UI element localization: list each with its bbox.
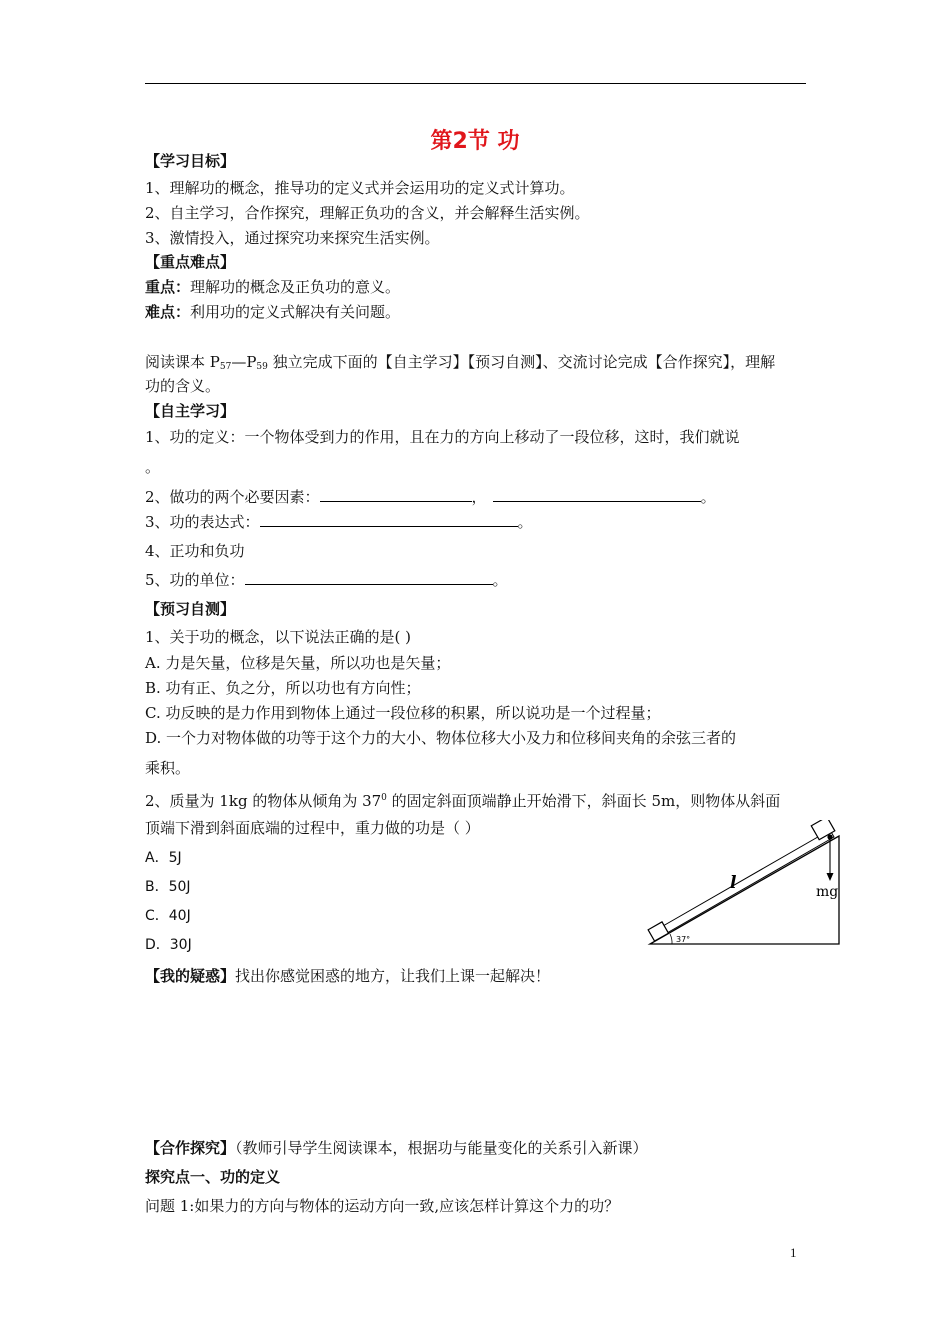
self-study-q2 — [145, 487, 716, 507]
arrow-head-icon — [827, 873, 834, 881]
q3-text: 3、功的表达式： — [145, 513, 260, 531]
coop-heading: 【合作探究】 — [145, 1139, 236, 1157]
pretest-q2-line2: 顶端下滑到斜面底端的过程中，重力做的功是（ ） — [145, 819, 480, 837]
difficulty-line — [145, 302, 400, 322]
page-title: 第2节 功 — [430, 129, 520, 154]
focus-line — [145, 277, 400, 297]
q2-text: 2、质量为 1kg 的物体从倾角为 37 — [145, 792, 382, 810]
pretest-q1: 1、关于功的概念，以下说法正确的是( ) — [145, 628, 412, 646]
key-heading: 【重点难点】 — [145, 253, 236, 271]
angle-arc — [670, 934, 672, 944]
coop-question1: 问题 1:如果力的方向与物体的运动方向一致,应该怎样计算这个力的功？ — [145, 1197, 620, 1215]
q3-end: 。 — [517, 513, 533, 531]
difficulty-label: 难点： — [145, 303, 191, 321]
goal-item: 3、激情投入，通过探究功来探究生活实例。 — [145, 229, 440, 247]
pretest-q1-option: C. 功反映的是力作用到物体上通过一段位移的积累，所以说功是一个过程量； — [145, 704, 661, 722]
pretest-q2-option: A．5J — [145, 850, 182, 866]
reading-text: —P — [231, 353, 257, 371]
q5-text: 5、功的单位： — [145, 571, 245, 589]
pretest-q1-option-cont: 乘积。 — [145, 759, 191, 777]
self-study-heading: 【自主学习】 — [145, 402, 236, 420]
page-subscript: 59 — [256, 362, 268, 372]
answer-blank[interactable] — [245, 570, 493, 585]
q2-end: 。 — [700, 488, 716, 506]
pretest-q2 — [145, 788, 780, 811]
answer-blank[interactable] — [260, 512, 518, 527]
coop-point1: 探究点一、功的定义 — [145, 1168, 281, 1186]
pretest-q1-option: B. 功有正、负之分，所以功也有方向性； — [145, 679, 421, 697]
answer-blank[interactable] — [320, 487, 472, 502]
page-subscript: 57 — [219, 362, 232, 372]
pretest-q2-option: B．50J — [145, 879, 191, 895]
angle-label: 37° — [676, 935, 691, 944]
force-label: mg — [816, 884, 839, 900]
pretest-q2-option: C．40J — [145, 908, 191, 924]
goals-heading: 【学习目标】 — [145, 152, 236, 170]
difficulty-text: 利用功的定义式解决有关问题。 — [190, 303, 401, 321]
doubts-heading: 【我的疑惑】 — [145, 967, 236, 985]
pretest-heading: 【预习自测】 — [145, 600, 236, 618]
self-study-q1-end: 。 — [145, 458, 161, 476]
reading-text: 独立完成下面的【自主学习】【预习自测】、交流讨论完成【合作探究】，理解 — [267, 353, 776, 371]
header-rule — [145, 83, 806, 84]
answer-blank[interactable] — [493, 487, 701, 502]
q2-text: 2、做功的两个必要因素： — [145, 488, 320, 506]
pretest-q2-option: D．30J — [145, 937, 192, 953]
focus-text: 理解功的概念及正负功的意义。 — [190, 278, 401, 296]
sliding-track — [656, 830, 834, 937]
doubts-text: 找出你感觉困惑的地方，让我们上课一起解决！ — [235, 967, 551, 985]
doubts-line — [145, 966, 550, 986]
page-number: 1 — [790, 1245, 797, 1260]
pretest-q1-option: A. 力是矢量，位移是矢量，所以功也是矢量； — [145, 654, 451, 672]
reading-instruction — [145, 352, 775, 377]
degree-superscript: 0 — [381, 793, 387, 803]
length-label: l — [730, 873, 737, 893]
q2-text: 的固定斜面顶端静止开始滑下，斜面长 5m，则物体从斜面 — [386, 792, 781, 810]
q2-separator: ， — [471, 488, 487, 506]
reading-text: 阅读课本 P — [145, 353, 220, 371]
self-study-q1: 1、功的定义：一个物体受到力的作用，且在力的方向上移动了一段位移，这时，我们就说 — [145, 428, 740, 446]
self-study-q3 — [145, 512, 533, 532]
coop-line — [145, 1138, 648, 1158]
self-study-q4: 4、正功和负功 — [145, 542, 245, 560]
self-study-q5 — [145, 570, 508, 590]
incline-triangle — [650, 836, 839, 944]
reading-instruction-line2: 功的含义。 — [145, 377, 221, 395]
pretest-q1-option: D. 一个力对物体做的功等于这个力的大小、物体位移大小及力和位移间夹角的余弦三者的 — [145, 729, 737, 747]
incline-diagram — [640, 820, 850, 950]
goal-item: 1、理解功的概念，推导功的定义式并会运用功的定义式计算功。 — [145, 179, 575, 197]
focus-label: 重点： — [145, 278, 191, 296]
goal-item: 2、自主学习，合作探究，理解正负功的含义，并会解释生活实例。 — [145, 204, 590, 222]
coop-text: （教师引导学生阅读课本，根据功与能量变化的关系引入新课） — [235, 1139, 648, 1157]
q5-end: 。 — [492, 571, 508, 589]
